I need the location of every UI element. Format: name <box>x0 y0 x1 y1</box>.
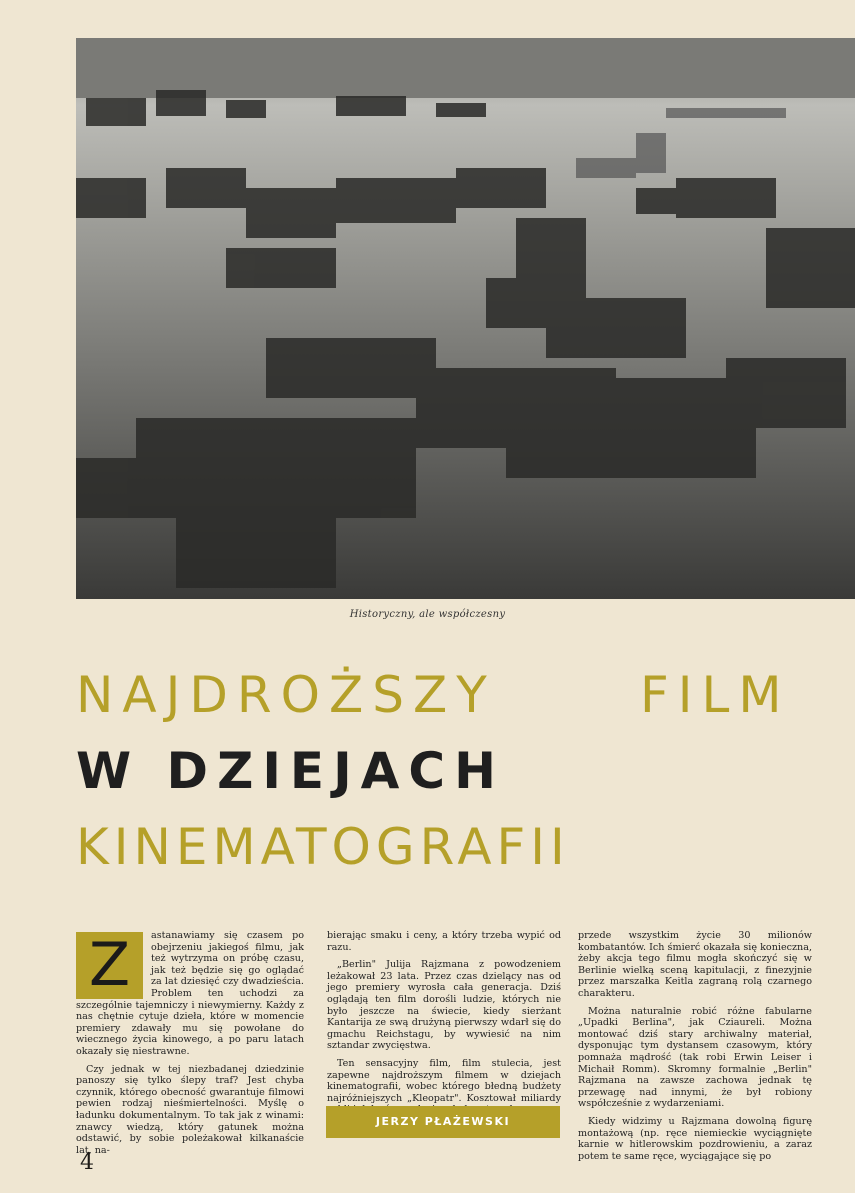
paragraph: Czy jednak w tej niezbadanej dziedzinie panoszy się tylko ślepy traf? Jest chyba czynnik, którego obecność gwarantuje filmowi pewien rodzaj nieśmiertelności. Myślę o ładunku dokumentalnym. To tak jak z winami: znawcy wiedzą, który gatunek można odstawić, by sobie poleżakował kilkanaście lat, na- <box>76 1063 304 1156</box>
headline-line-1a: NAJDROŻSZY <box>76 666 496 724</box>
paragraph: „Berlin" Julija Rajzmana z powodzeniem leżakował 23 lata. Przez czas dzielący nas od jego premiery wyrosła cała generacja. Dziś oglądają ten film dorośli ludzie, których nie było jeszcze na świecie, kiedy sierżant Kantarija ze swą drużyną pierwszy wdarł się do gmachu Reichstagu, by wywiesić na nim sztandar zwycięstwa. <box>327 959 561 1052</box>
photo-image <box>76 38 855 599</box>
article-column-1 <box>76 930 304 1162</box>
author-byline: JERZY PŁAŻEWSKI <box>326 1106 560 1138</box>
paragraph: przede wszystkim życie 30 milionów kombatantów. Ich śmierć okazała się konieczna, żeby akcja tego filmu mogła skończyć się w Berlinie wielką sceną kapitulacji, z finezyjnie przez marszałka Keitla zagraną rolą czarnego charakteru. <box>578 930 812 999</box>
page-number: 4 <box>80 1150 94 1175</box>
paragraph: Ten sensacyjny film, film stulecia, jest zapewne najdroższym filmem w dziejach kinematografii, wobec którego błedną budżety najróżniejszych „Kleopatr". Kosztował miliardy <box>327 1057 561 1104</box>
headline-line-3: KINEMATOGRAFII <box>76 818 570 876</box>
drop-cap: Z <box>76 932 143 999</box>
paragraph: Można naturalnie robić różne fabularne „Upadki Berlina", jak Cziaureli. Można montować dziś stary archiwalny materiał, dysponując tym dystansem czasowym, który pomnaża mądrość (tak robi Erwin Leiser i Michaił Romm). Skromny formalnie „Berlin" Rajzmana na zawsze zachowa jednak tę przewagę nad innymi, że był robiony współcześnie z wydarzeniami. <box>578 1005 812 1110</box>
article-column-2 <box>327 930 561 1122</box>
headline-line-2: W DZIEJACH <box>76 742 505 800</box>
photo-tank-column <box>76 38 855 599</box>
headline-line-1b: FILM <box>640 666 791 724</box>
paragraph: Kiedy widzimy u Rajzmana dowolną figurę montażową (np. ręce niemieckie wyciągnięte karnie w hitlerowskim pozdrowieniu, a zaraz potem te same ręce, wyciągające się po <box>578 1115 812 1162</box>
paragraph: astanawiamy się czasem po obejrzeniu jakiegoś filmu, jak też wytrzyma on próbę czasu, jak też będzie się go oglądać za lat dziesięć czy dwadzieścia. Problem ten uchodzi za szczególnie tajemniczy i niewymierny. Każdy z nas chętnie cytuje dzieła, które w momencie premiery zdawały mu się powołane do wiecznego życia kinowego, a po paru latach okazały się niestrawne. <box>76 930 304 1057</box>
paragraph: bierając smaku i ceny, a który trzeba wypić od razu. <box>327 930 561 953</box>
article-column-3 <box>578 930 812 1168</box>
photo-caption: Historyczny, ale współczesny <box>349 609 506 620</box>
